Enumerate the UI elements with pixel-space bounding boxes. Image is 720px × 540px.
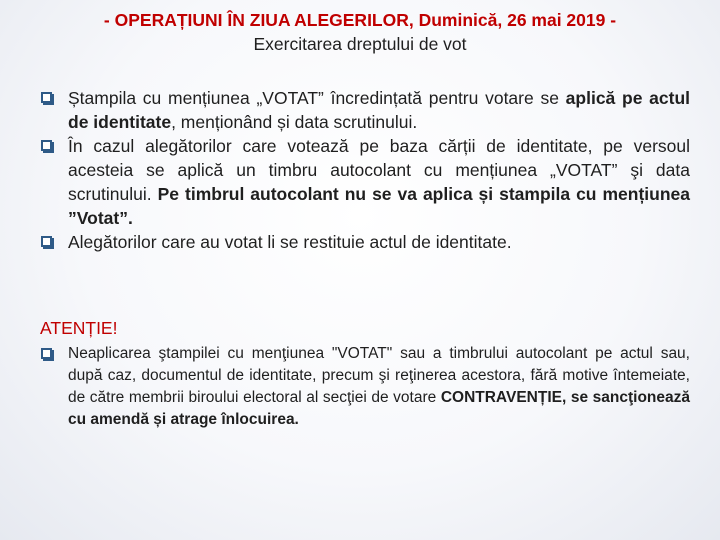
square-bullet-icon	[41, 236, 52, 247]
bullet-item-return-id	[40, 230, 690, 254]
warning-heading: ATENȚIE!	[40, 318, 118, 338]
bullet-item-stamp	[40, 86, 690, 134]
bullet-bold-text: aplică pe actul de identitate	[68, 88, 690, 132]
bullet-text: , menționând și data scrutinului.	[171, 112, 418, 132]
bullet-text: Ștampila cu mențiunea „VOTAT” încredințată pentru votare se	[68, 88, 566, 108]
title-line-2: Exercitarea dreptului de vot	[253, 34, 467, 54]
bullet-bold-text: Pe timbrul autocolant nu se va aplica și stampila cu mențiunea ”Votat”.	[68, 184, 690, 228]
slide-title	[0, 8, 720, 56]
square-bullet-icon	[41, 92, 52, 103]
bullet-item-sticker	[40, 134, 690, 230]
warning-list	[40, 343, 690, 431]
bullet-list	[40, 86, 690, 254]
warning-item	[40, 343, 690, 431]
bullet-text: În cazul alegătorilor care votează pe baza cărții de identitate, pe versoul acesteia se aplică un timbru autocolant cu mențiunea „VOTAT” şi data scrutinului.	[68, 136, 690, 204]
square-bullet-icon	[41, 348, 52, 359]
bullet-text: Alegătorilor care au votat li se restituie actul de identitate.	[68, 232, 512, 252]
warning-text: Neaplicarea ştampilei cu menţiunea "VOTAT" sau a timbrului autocolant pe actul sau, după caz, documentul de identitate, precum şi reţinerea acestora, fără motive întemeiate, de către membrii biroului electoral al secţiei de votare	[68, 345, 690, 406]
square-bullet-icon	[41, 140, 52, 151]
title-line-1: - OPERAȚIUNI ÎN ZIUA ALEGERILOR, Duminică, 26 mai 2019 -	[103, 10, 617, 30]
warning-bold-text: CONTRAVENȚIE, se sancţionează cu amendă și atrage înlocuirea.	[68, 389, 690, 428]
